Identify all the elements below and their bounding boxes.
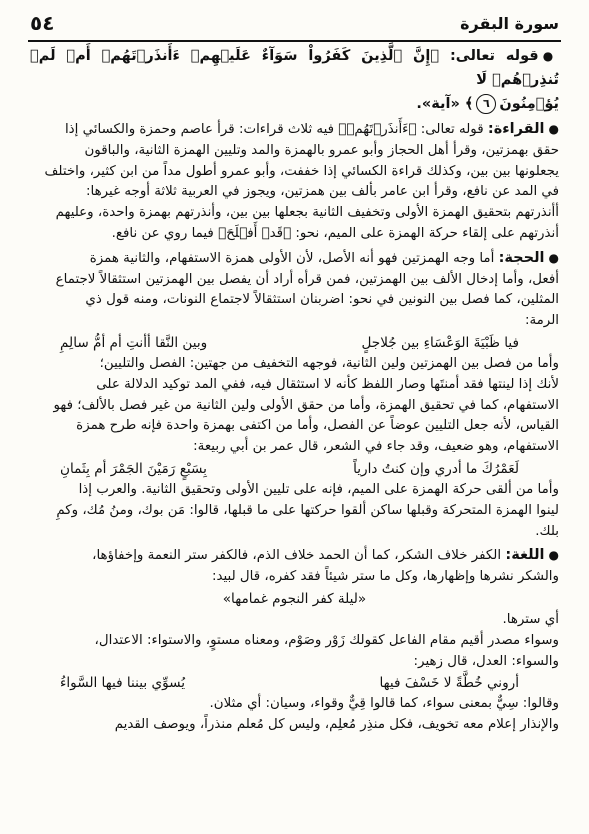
poem-hemistich-left: بِسَبْعٍ رَمَيْنَ الجَمْرَ أم بِثَمانِ xyxy=(60,460,207,477)
lugha-label: اللغة: xyxy=(505,547,545,564)
hujja-text: أما وجه الهمزتين فهو أنه الأصل، لأن الأولى همزة الاستفهام، والثانية همزة xyxy=(89,250,495,266)
qiraa-line: أنذرتهم على إلقاء حركة الهمزة على الميم، نحو: ﴿قَدۡ أَفۡلَحَ﴾ فيما روي عن نافع. xyxy=(111,225,559,241)
poem-verse-zuhayr xyxy=(30,672,559,694)
qiraa-label: القراءة: xyxy=(487,121,545,137)
qiraa-line: أأنذرتهم بتحقيق الهمزة الأولى وتخفيف الثانية بجعلها بين بين، وأنذرتهم بهمزة واحدة، وعليهم xyxy=(55,205,559,221)
hujja-line: لينوا الهمزة المتحركة وقبلها ساكن ألقوا حركتها على ما قبلها، قالوا: مَن بوك، ومنُ مُك، وكمِ xyxy=(56,502,559,518)
header-divider xyxy=(28,40,561,42)
lugha-line: والشكر نشرها وإظهارها، وكل ما ستر شيئاً فقد كفره، قال لبيد: xyxy=(211,569,559,585)
hujja-line: لأنك إذا لينتها فقد أمنتَها وصار اللفظ كأنه لا استثقال فيه، ففي المد توكيد الدلالة على xyxy=(96,376,559,392)
hujja-line: وأما من ألقى حركة الهمزة على الميم، فإنه على تليين الأولى وتحقيق الثانية. والعرب إذا xyxy=(78,481,559,497)
verse-intro: قوله تعالى: xyxy=(449,48,539,64)
lugha-text: الكفر خلاف الشكر، كما أن الحمد خلاف الذم، فالكفر ستر النعمة وإخفاؤها، xyxy=(92,548,502,564)
page-body xyxy=(30,44,559,736)
lugha-line: والإنذار إعلام معه تخويف، فكل منذِر مُعلِم، وليس كل مُعلم منذراً، ويوصف القديم xyxy=(114,717,559,733)
hujja-label: الحجة: xyxy=(498,249,545,266)
poem-hemistich-right: أروني خُطَّةً لا خَسْفَ فيها xyxy=(379,675,519,692)
lugha-line-1 xyxy=(30,545,559,567)
qiraa-line-1 xyxy=(30,119,559,141)
bullet-icon: ● xyxy=(548,122,559,136)
poem-hemistich-left: يُسوِّي بيننا فيها السَّواءُ xyxy=(60,675,186,692)
qiraa-line: حقق بهمزتين، وقرأ أهل الحجاز وأبو عمرو بالهمزة والمد وتليين الهمزة الثانية، والباقون xyxy=(84,142,559,158)
hujja-line: أفعل، وأما إدخال الألف بين الهمزتين، فمن قرأه أراد أن يفصل بين الهمزتين استثقالاً لاجتماع xyxy=(55,271,559,287)
poem-fragment-labid: «ليلة كفر النجوم غمامها» xyxy=(222,590,367,607)
bullet-icon: ● xyxy=(548,250,559,265)
lugha-line: والسواء: العدل، قال زهير: xyxy=(413,653,559,669)
poem-hemistich-right: لَعَمْرُكَ ما أدري وإن كنتُ دارياً xyxy=(353,460,519,477)
qiraa-line: يجعلونها بين بين، وكذلك قراءة الكسائي إذا خففت، وأبو عمرو أطول مداً من ابن كثير، واختلف xyxy=(44,163,559,179)
qiraa-line: في المد عن نافع، وقرأ ابن عامر بألف بين همزتين، ويجوز في العربية ثلاثة أوجه غيرها: xyxy=(86,184,559,200)
hujja-line: القياس، لأنه جعل التليين عوضاً عن الفصل، وأما من اكتفى بهمزة واحدة فإنه طرح همزة xyxy=(76,418,559,434)
hujja-line: وأما من فصل بين الهمزتين ولين الثانية، فوجهه التخفيف من جهتين: الفصل والتليين؛ xyxy=(99,355,559,371)
surah-title: سورة البقرة xyxy=(460,13,559,33)
hujja-line: الاستفهام، وهو ضعيف، وقد جاء في الشعر، قال عمر بن أبي ربيعة: xyxy=(193,439,559,455)
hujja-line: الاستفهام، كما في تحقيق الهمزة، وأما من حقق الأولى ولين الثانية من غير فصل بالألف؛ فهو xyxy=(53,397,559,413)
lugha-line: وقالوا: سِيٌّ بمعنى سواء، كما قالوا قِيٌّ وقواء، وسيان: أي مثلان. xyxy=(209,696,559,712)
hujja-line-1 xyxy=(30,248,559,270)
verse-text-c: ﴾ «آية». xyxy=(416,96,474,112)
lugha-line: أي سترها. xyxy=(502,611,559,627)
verse-text-a: ﴿إِنَّ ٱلَّذِينَ كَفَرُواْ سَوَآءٌ عَلَيۡهِمۡ ءَأَنذَرۡتَهُمۡ أَمۡ لَمۡ تُنذِرۡهُمۡ لَا xyxy=(30,48,559,88)
qiraa-text: قوله تعالى: ﴿ءَأَنذَرۡتَهُمۡ﴾ فيه ثلاث قراءات: قرأ عاصم وحمزة والكسائي إذا xyxy=(64,122,484,137)
hujja-line: بلك. xyxy=(535,523,559,539)
poem-hemistich-left: وبين النَّقا أأنتِ أم أمُّ سالِمِ xyxy=(60,334,208,351)
poem-hemistich-right: فيا ظَبْيَةَ الوَعْسَاءِ بين جُلاجلٍ xyxy=(361,334,519,351)
verse-text-b: يُؤۡمِنُونَ xyxy=(499,96,559,112)
bullet-icon: ● xyxy=(548,548,559,563)
verse-line-2 xyxy=(30,92,559,116)
poem-verse-2 xyxy=(30,458,559,480)
aya-number: ٦ xyxy=(476,94,496,114)
hujja-line: المثلين، كما فصل بين النونين في نحو: اضربنان استثقالاً لاجتماع النونات، ومنه قول ذي xyxy=(85,292,559,308)
hujja-line: الرمة: xyxy=(524,313,559,329)
poem-verse-1 xyxy=(30,332,559,354)
lugha-line: وسواء مصدر أقيم مقام الفاعل كقولك زَوْر وصَوْم، ومعناه مستوٍ، والاستواء: الاعتدال، xyxy=(94,632,559,648)
page-number: ٥٤ xyxy=(30,11,55,35)
page-header xyxy=(30,8,559,38)
bullet-icon: ● xyxy=(542,49,559,63)
verse-line-1 xyxy=(30,44,559,92)
